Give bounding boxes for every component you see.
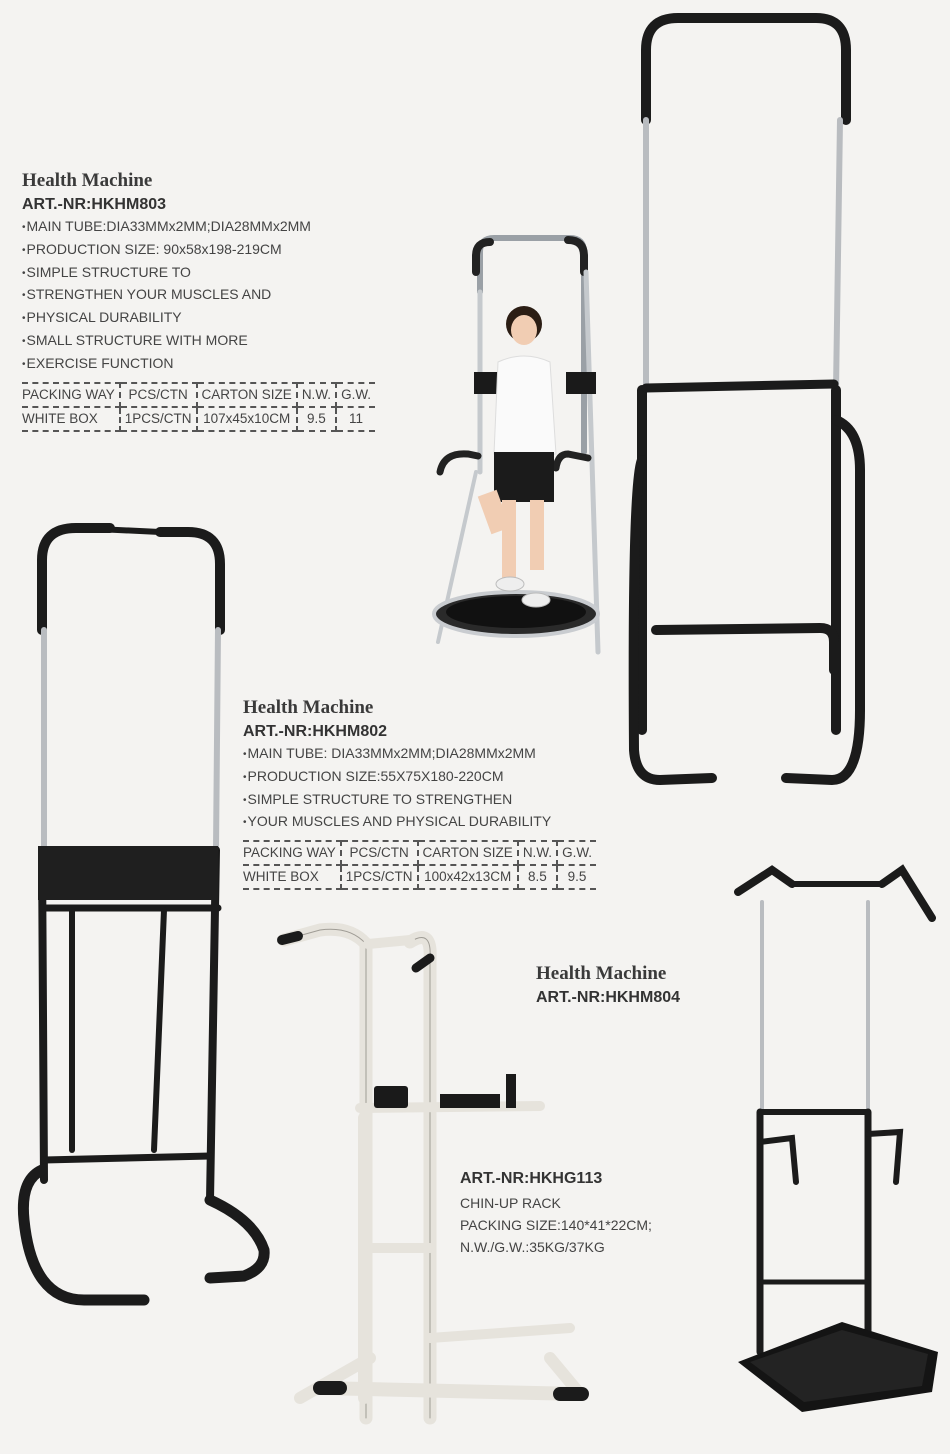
feature-item: • MAIN TUBE:DIA33MMx2MM;DIA28MMx2MM [22,216,375,239]
feature-list [243,743,596,834]
feature-item: • SMALL STRUCTURE WITH MORE [22,330,375,353]
packing-value-cell: WHITE BOX [243,865,341,889]
packing-value-cell: 8.5 [518,865,557,889]
feature-item: • MAIN TUBE: DIA33MMx2MM;DIA28MMx2MM [243,743,596,766]
feature-item: • PRODUCTION SIZE:55X75X180-220CM [243,766,596,789]
packing-table [22,382,375,432]
packing-value-row [22,407,375,431]
packing-value-cell: 9.5 [557,865,596,889]
packing-value-cell: 9.5 [297,407,336,431]
weight-info: N.W./G.W.:35KG/37KG [460,1239,605,1255]
feature-item: • EXERCISE FUNCTION [22,353,375,376]
chin-up-rack-photo [280,918,600,1438]
packing-header-cell: CARTON SIZE [418,841,518,865]
trampoline-frame-photo [418,232,598,672]
packing-header-cell: G.W. [336,383,375,407]
product-heading: Health Machine [243,697,374,718]
packing-header-cell: N.W. [297,383,336,407]
back-pad-frame-photo [14,520,276,1310]
packing-value-cell: 11 [336,407,375,431]
product-heading: Health Machine [22,170,153,191]
packing-header-cell: PACKING WAY [243,841,341,865]
packing-header-cell: G.W. [557,841,596,865]
packing-header-cell: N.W. [518,841,557,865]
packing-header-cell: PCS/CTN [341,841,418,865]
packing-header-row [243,841,596,865]
packing-value-row [243,865,596,889]
product-hkhm803-info [22,170,375,432]
feature-item: • SIMPLE STRUCTURE TO [22,262,375,285]
product-name: CHIN-UP RACK [460,1195,561,1211]
packing-value-cell: 107x45x10CM [197,407,297,431]
packing-value-cell: 1PCS/CTN [120,407,197,431]
packing-header-row [22,383,375,407]
feature-item: • SIMPLE STRUCTURE TO STRENGTHEN [243,789,596,812]
power-tower-photo [732,862,942,1418]
feature-item: • STRENGTHEN YOUR MUSCLES AND [22,284,375,307]
packing-value-cell: 100x42x13CM [418,865,518,889]
article-number: ART.-NR:HKHM804 [536,989,681,1006]
feature-list [22,216,375,376]
packing-value-cell: WHITE BOX [22,407,120,431]
feature-item: • YOUR MUSCLES AND PHYSICAL DURABILITY [243,811,596,834]
packing-header-cell: PACKING WAY [22,383,120,407]
product-heading: Health Machine [536,963,667,984]
packing-header-cell: CARTON SIZE [197,383,297,407]
article-number: ART.-NR:HKHM802 [243,723,388,740]
product-hkhm802-info [243,697,596,890]
packing-header-cell: PCS/CTN [120,383,197,407]
packing-value-cell: 1PCS/CTN [341,865,418,889]
feature-item: • PHYSICAL DURABILITY [22,307,375,330]
tall-frame-photo [620,10,870,790]
feature-item: • PRODUCTION SIZE: 90x58x198-219CM [22,239,375,262]
article-number: ART.-NR:HKHM803 [22,196,167,213]
packing-size: PACKING SIZE:140*41*22CM; [460,1217,652,1233]
packing-table [243,840,596,890]
article-number: ART.-NR:HKHG113 [460,1170,603,1187]
